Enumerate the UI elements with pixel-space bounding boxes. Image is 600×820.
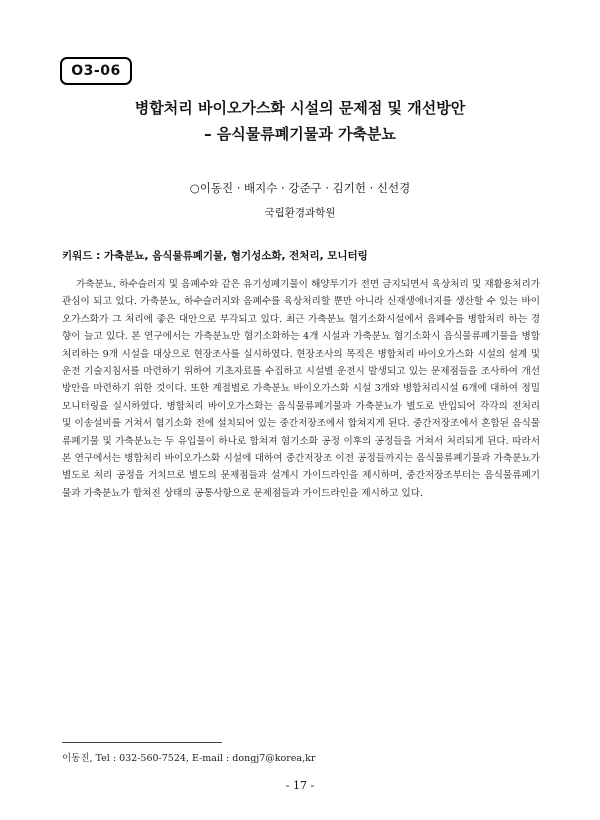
paper-code-badge: O3-06 [60, 57, 132, 85]
paper-subtitle: – 음식물류폐기물과 가축분뇨 [204, 125, 396, 143]
affiliation: 국립환경과학원 [264, 207, 336, 219]
footnote-divider [62, 742, 222, 743]
page-number: - 17 - [285, 779, 315, 792]
paper-title: 병합처리 바이오가스화 시설의 문제점 및 개선방안 [134, 99, 466, 117]
keywords: 키워드 : 가축분뇨, 음식물류폐기물, 혐기성소화, 전처리, 모니터링 [62, 250, 368, 262]
footnote: 이동진, Tel : 032-560-7524, E-mail : dongj7@korea,kr [62, 753, 316, 764]
abstract-body: 가축분뇨, 하수슬러지 및 음폐수와 같은 유기성폐기물이 해양투기가 전면 금지되면서 육상처리 및 재활용처리가 관심이 되고 있다. 가축분뇨, 하수슬러지와 음폐수를 육상처리할 뿐만 아니라 신재생에너지를 생산할 수 있는 바이오가스화가 그 처리에 좋은 대안으로 부각되고 있다. 최근 가축분뇨 혐기소화시설에서 음폐수를 병합처리 하는 경향이 늘고 있다. 본 연구에서는 가축분뇨만 혐기소화하는 4개 시설과 가축분뇨 혐기소화시 음식물류폐기물을 병합처리하는 9개 시설을 대상으로 현장조사를 실시하였다. 현장조사의 목적은 병합처리 바이오가스화 시설의 설계 및 운전 기술지침서를 마련하기 위하여 기초자료를 수집하고 시설별 운전시 발생되고 있는 문제점들을 조사하여 개선방안을 마련하기 위한 것이다. 또한 계절별로 가축분뇨 바이오가스화 시설 3개와 병합처리시설 6개에 대하여 정밀모니터링을 실시하였다. 병합처리 바이오가스화는 음식물류폐기물과 가축분뇨가 별도로 반입되어 각각의 전처리 및 이송설비를 거쳐서 혐기소화 전에 설치되어 있는 중간저장조에서 합쳐지게 된다. 중간저장조에서 혼합된 음식물류폐기물 및 가축분뇨는 두 유입물이 하나로 합쳐져 혐기소화 공정 이후의 공정들을 거쳐서 처리되게 된다. 따라서 본 연구에서는 병합처리 바이오가스화 시설에 대하여 중간저장조 이전 공정들까지는 음식물류폐기물과 가축분뇨가 별도로 처리 공정을 거치므로 별도의 문제점들과 설계시 가이드라인을 제시하며, 중간저장조부터는 음식물류폐기물과 가축분뇨가 합쳐진 상태의 공통사항으로 문제점들과 가이드라인을 제시하고 있다. [62, 279, 540, 499]
author-list: ○이동진 · 배지수 · 강준구 · 김기헌 · 신선경 [189, 181, 411, 195]
